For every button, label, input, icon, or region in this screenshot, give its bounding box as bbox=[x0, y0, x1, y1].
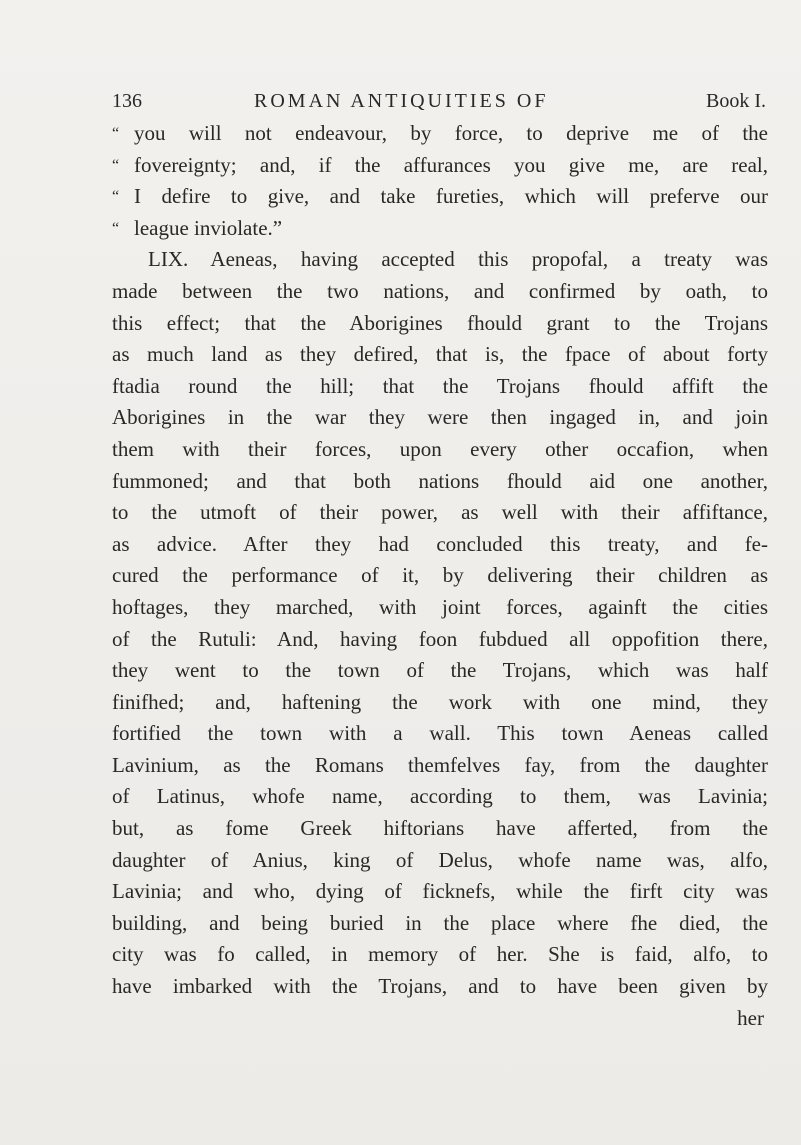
text-line: daughter of Anius, king of Delus, whofe name was, alfo, bbox=[112, 847, 768, 872]
text-line: Lavinia; and who, dying of ficknefs, while the firft city was bbox=[112, 879, 768, 904]
text-line: Lavinium, as the Romans themfelves fay, from the daughter bbox=[112, 752, 768, 777]
text-line: hoftages, they marched, with joint forces, againft the cities bbox=[112, 594, 768, 619]
quote-mark: “ bbox=[112, 125, 120, 142]
text-line: Aborigines in the war they were then ingaged in, and join bbox=[112, 405, 768, 430]
text-line: of Latinus, whofe name, according to them, was Lavinia; bbox=[112, 784, 768, 809]
quote-line: “ you will not endeavour, by force, to deprive me of the bbox=[112, 118, 768, 150]
text-line: cured the performance of it, by delivering their children as bbox=[112, 563, 768, 588]
text-block bbox=[112, 118, 768, 1034]
page-number: 136 bbox=[112, 90, 142, 112]
text-line: but, as fome Greek hiftorians have afferted, from the bbox=[112, 816, 768, 841]
quote-mark: “ bbox=[112, 219, 120, 237]
text-line: building, and being buried in the place where fhe died, the bbox=[112, 910, 768, 935]
quote-line: “ league inviolate.” bbox=[112, 213, 768, 245]
text-line: fortified the town with a wall. This town Aeneas called bbox=[112, 721, 768, 746]
quote-mark: “ bbox=[112, 188, 120, 206]
text-line: ftadia round the hill; that the Trojans fhould affift the bbox=[112, 373, 768, 398]
text-line: as advice. After they had concluded this treaty, and fe- bbox=[112, 531, 768, 556]
book-label: Book I. bbox=[706, 90, 766, 112]
text-line: city was fo called, in memory of her. She is faid, alfo, to bbox=[112, 942, 768, 967]
text-line: of the Rutuli: And, having foon fubdued all oppofition there, bbox=[112, 626, 768, 651]
text-line: this effect; that the Aborigines fhould grant to the Trojans bbox=[112, 310, 768, 335]
quote-line: “ fovereignty; and, if the affurances you give me, are real, bbox=[112, 150, 768, 182]
text-line: as much land as they defired, that is, the fpace of about forty bbox=[112, 342, 768, 367]
catchword: her bbox=[737, 1005, 764, 1030]
text-line: fummoned; and that both nations fhould aid one another, bbox=[112, 468, 768, 493]
quote-mark: “ bbox=[112, 156, 120, 174]
text-line: finifhed; and, haftening the work with one mind, they bbox=[112, 689, 768, 714]
running-head bbox=[112, 86, 766, 116]
running-title: ROMAN ANTIQUITIES OF bbox=[254, 90, 549, 112]
text-line: have imbarked with the Trojans, and to have been given by bbox=[112, 974, 768, 999]
text-line: made between the two nations, and confirmed by oath, to bbox=[112, 278, 768, 303]
quote-line: “ I defire to give, and take fureties, which will preferve our bbox=[112, 181, 768, 213]
text-line: to the utmoft of their power, as well with their affiftance, bbox=[112, 500, 768, 525]
text-line: them with their forces, upon every other occafion, when bbox=[112, 436, 768, 461]
text-line: they went to the town of the Trojans, which was half bbox=[112, 658, 768, 683]
paragraph-first-line: LIX. Aeneas, having accepted this propofal, a treaty was bbox=[148, 247, 768, 272]
